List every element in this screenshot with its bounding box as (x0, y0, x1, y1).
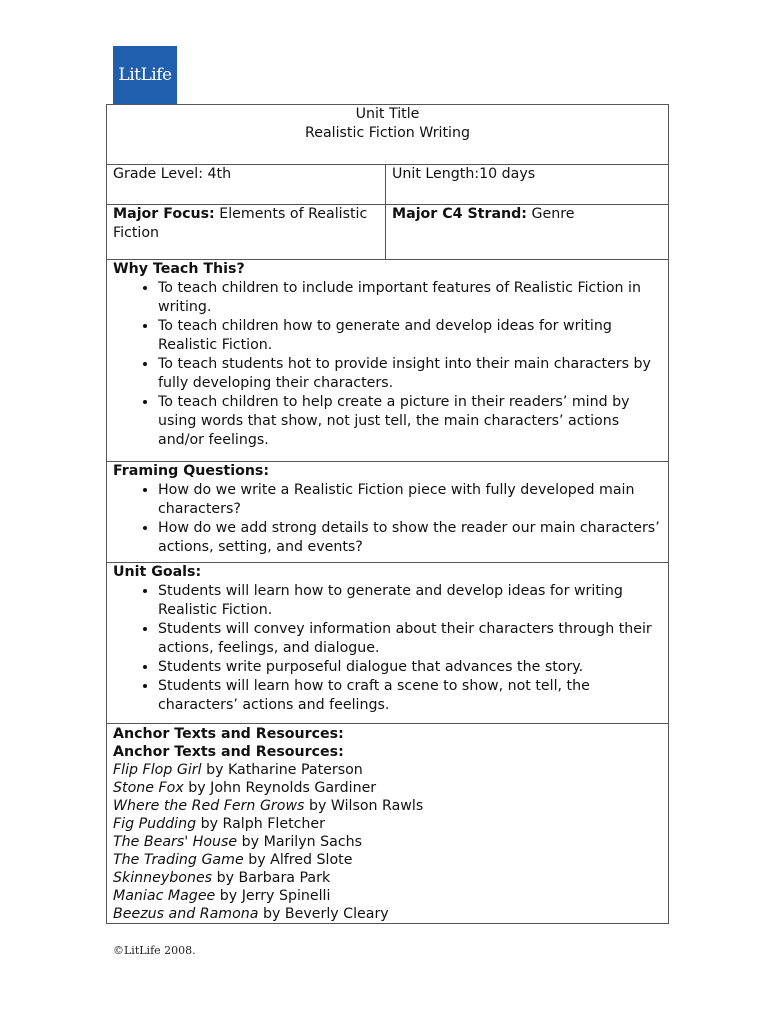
unit-length-value: 10 days (479, 166, 536, 182)
resource-item: Stone Fox by John Reynolds Gardiner (113, 780, 377, 796)
list-item: • How do we add strong details to show the reader our main characters’ actions, setting, and events? (158, 519, 662, 557)
major-focus-cell (107, 205, 386, 260)
resource-item: Maniac Magee by Jerry Spinelli (113, 888, 331, 904)
unit-title-label: Unit Title (355, 106, 420, 122)
unit-goals-list (113, 582, 662, 715)
major-focus-label: Major Focus: (113, 206, 215, 222)
resource-item: Where the Red Fern Grows by Wilson Rawls (113, 798, 424, 814)
unit-title-cell (107, 105, 669, 165)
unit-length-cell (386, 165, 669, 205)
resource-item: Skinneybones by Barbara Park (113, 870, 331, 886)
resource-item: Beezus and Ramona by Beverly Cleary (113, 906, 389, 922)
resource-item: Fig Pudding by Ralph Fletcher (113, 816, 325, 832)
unit-title: Realistic Fiction Writing (305, 125, 470, 141)
grade-level-label: Grade Level: (113, 166, 203, 182)
anchor-texts-heading-repeat: Anchor Texts and Resources: (113, 744, 344, 760)
why-teach-cell (107, 260, 669, 462)
unit-goals-cell (107, 563, 669, 724)
grade-level-value: 4th (207, 166, 232, 182)
major-strand-value: Genre (531, 206, 575, 222)
why-teach-heading: Why Teach This? (113, 261, 245, 277)
major-focus-value: Elements of Realistic Fiction (113, 206, 368, 241)
list-item: • Students write purposeful dialogue that advances the story. (158, 658, 662, 677)
anchor-texts-cell (107, 724, 669, 924)
framing-questions-heading: Framing Questions: (113, 463, 270, 479)
why-teach-list (113, 279, 662, 450)
unit-plan-table (106, 104, 669, 924)
list-item: • Students will learn how to generate and develop ideas for writing Realistic Fiction. (158, 582, 662, 620)
list-item: • Students will convey information about their characters through their actions, feelings, and dialogue. (158, 620, 662, 658)
list-item: • To teach children to include important features of Realistic Fiction in writing. (158, 279, 662, 317)
litlife-logo: LitLife (113, 46, 177, 104)
list-item: • Students will learn how to craft a scene to show, not tell, the characters’ actions and feelings. (158, 677, 662, 715)
major-strand-cell (386, 205, 669, 260)
list-item: • To teach students hot to provide insight into their main characters by fully developing their characters. (158, 355, 662, 393)
grade-level-cell (107, 165, 386, 205)
copyright-footer: ©LitLife 2008. (113, 944, 196, 957)
anchor-texts-heading: Anchor Texts and Resources: (113, 726, 344, 742)
list-item: • To teach children how to generate and develop ideas for writing Realistic Fiction. (158, 317, 662, 355)
list-item: • To teach children to help create a picture in their readers’ mind by using words that show, not just tell, the main characters’ actions and/or feelings. (158, 393, 662, 450)
framing-questions-cell (107, 462, 669, 563)
unit-length-label: Unit Length: (392, 166, 480, 182)
major-strand-label: Major C4 Strand: (392, 206, 527, 222)
resource-item: The Bears' House by Marilyn Sachs (113, 834, 363, 850)
framing-questions-list (113, 481, 662, 557)
unit-goals-heading: Unit Goals: (113, 564, 202, 580)
resource-item: Flip Flop Girl by Katharine Paterson (113, 762, 363, 778)
list-item: • How do we write a Realistic Fiction piece with fully developed main characters? (158, 481, 662, 519)
resource-item: The Trading Game by Alfred Slote (113, 852, 353, 868)
